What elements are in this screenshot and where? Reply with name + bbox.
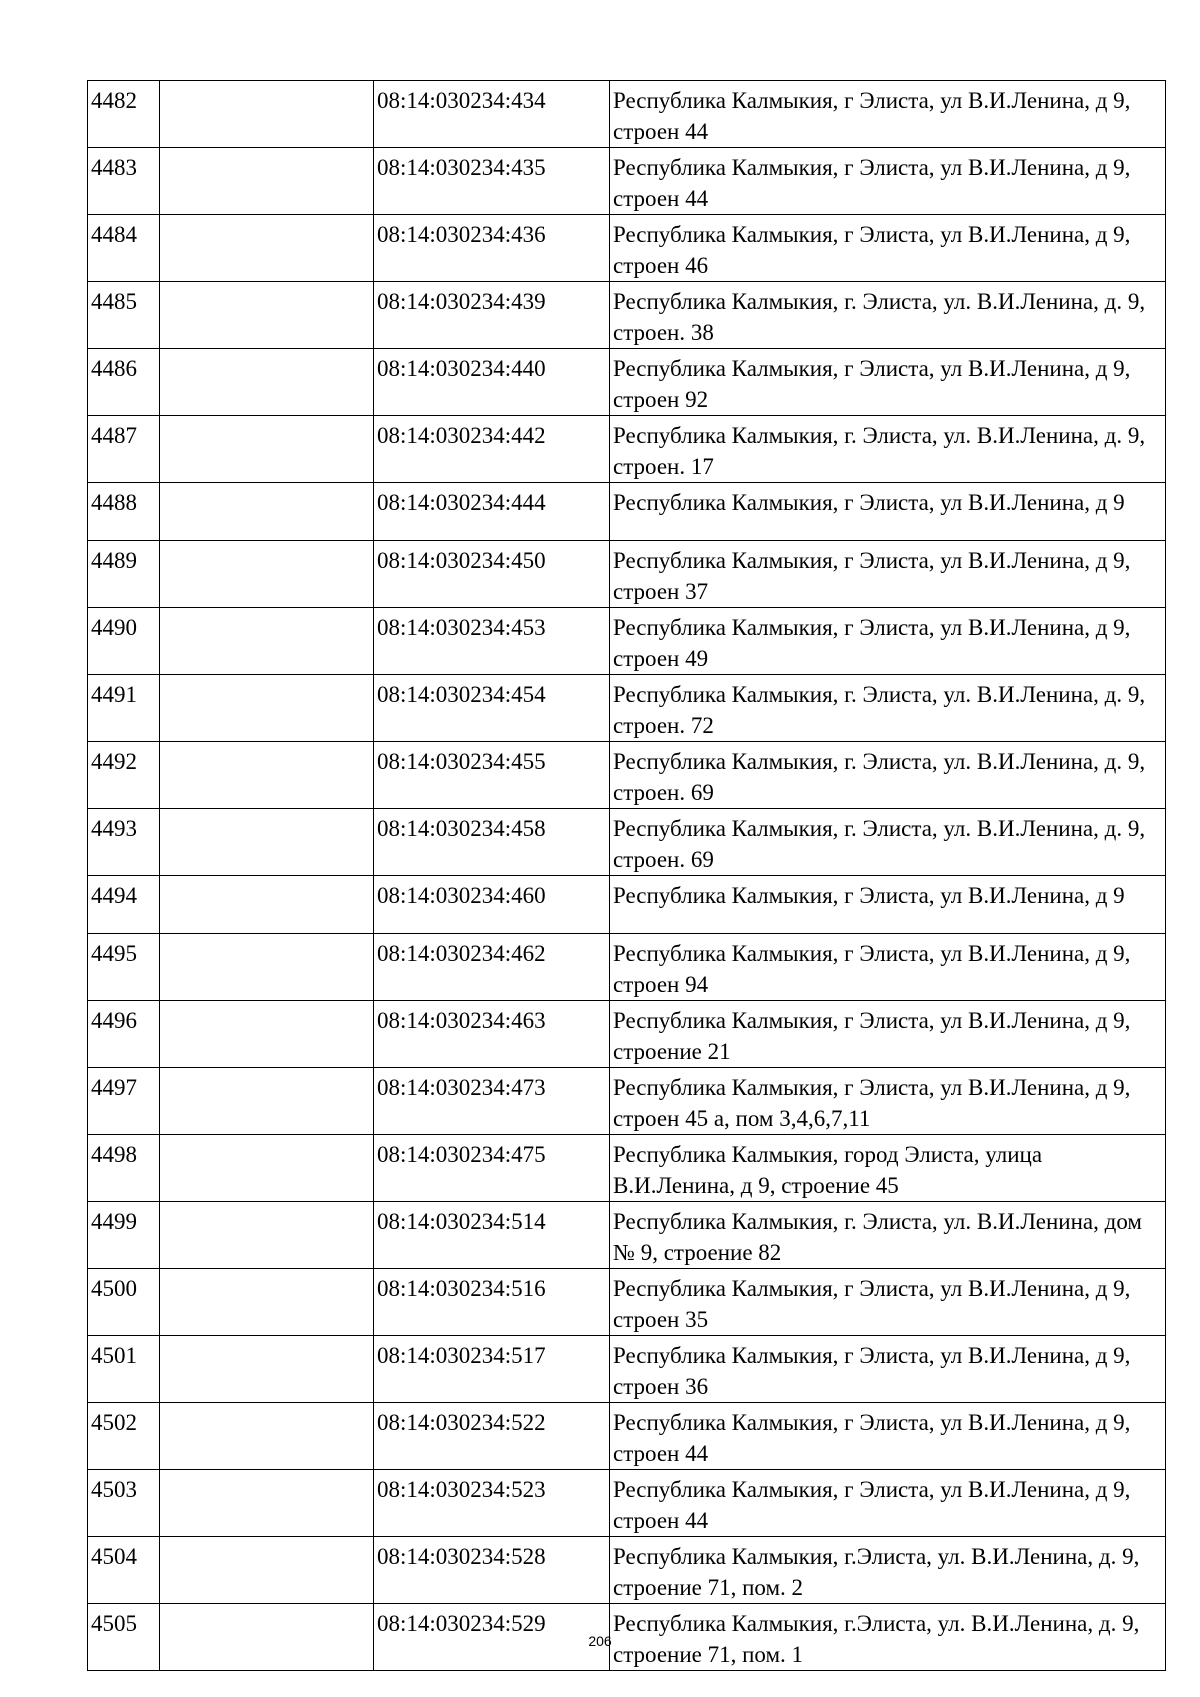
cadastral-number-cell: 08:14:030234:444: [374, 483, 610, 541]
row-number-cell: 4486: [88, 349, 160, 416]
table-row: [88, 675, 1166, 742]
row-number-cell: 4487: [88, 416, 160, 483]
table-row: [88, 1336, 1166, 1403]
row-number-cell: 4504: [88, 1537, 160, 1604]
row-number-cell: 4495: [88, 934, 160, 1001]
row-number-cell: 4491: [88, 675, 160, 742]
row-number-cell: 4500: [88, 1269, 160, 1336]
address-cell: Республика Калмыкия, г Элиста, ул В.И.Ленина, д 9, строен 46: [610, 215, 1166, 282]
cadastral-number-cell: 08:14:030234:439: [374, 282, 610, 349]
row-number-cell: 4492: [88, 742, 160, 809]
address-cell: Республика Калмыкия, г Элиста, ул В.И.Ленина, д 9, строен 44: [610, 148, 1166, 215]
row-number-cell: 4497: [88, 1068, 160, 1135]
empty-cell: [160, 215, 374, 282]
address-cell: Республика Калмыкия, г Элиста, ул В.И.Ленина, д 9, строен 49: [610, 608, 1166, 675]
cadastral-number-cell: 08:14:030234:434: [374, 81, 610, 148]
empty-cell: [160, 541, 374, 608]
cadastral-number-cell: 08:14:030234:436: [374, 215, 610, 282]
table-row: [88, 282, 1166, 349]
row-number-cell: 4493: [88, 809, 160, 876]
row-number-cell: 4494: [88, 876, 160, 934]
address-cell: Республика Калмыкия, г.Элиста, ул. В.И.Ленина, д. 9, строение 71, пом. 1: [610, 1604, 1166, 1671]
empty-cell: [160, 349, 374, 416]
empty-cell: [160, 483, 374, 541]
address-cell: Республика Калмыкия, г Элиста, ул В.И.Ленина, д 9, строен 35: [610, 1269, 1166, 1336]
empty-cell: [160, 282, 374, 349]
empty-cell: [160, 809, 374, 876]
cadastral-number-cell: 08:14:030234:442: [374, 416, 610, 483]
address-cell: Республика Калмыкия, г. Элиста, ул. В.И.Ленина, д. 9, строен. 17: [610, 416, 1166, 483]
address-cell: Республика Калмыкия, г Элиста, ул В.И.Ленина, д 9, строен 45 а, пом 3,4,6,7,11: [610, 1068, 1166, 1135]
address-cell: Республика Калмыкия, г. Элиста, ул. В.И.Ленина, д. 9, строен. 38: [610, 282, 1166, 349]
cadastral-number-cell: 08:14:030234:458: [374, 809, 610, 876]
cadastral-number-cell: 08:14:030234:463: [374, 1001, 610, 1068]
cadastral-number-cell: 08:14:030234:450: [374, 541, 610, 608]
cadastral-number-cell: 08:14:030234:516: [374, 1269, 610, 1336]
cadastral-number-cell: 08:14:030234:523: [374, 1470, 610, 1537]
cadastral-number-cell: 08:14:030234:440: [374, 349, 610, 416]
cadastral-number-cell: 08:14:030234:455: [374, 742, 610, 809]
address-cell: Республика Калмыкия, г Элиста, ул В.И.Ленина, д 9, строен 44: [610, 81, 1166, 148]
empty-cell: [160, 876, 374, 934]
empty-cell: [160, 1068, 374, 1135]
table-row: [88, 809, 1166, 876]
row-number-cell: 4503: [88, 1470, 160, 1537]
table-row: [88, 876, 1166, 934]
table-row: [88, 1403, 1166, 1470]
table-row: [88, 608, 1166, 675]
cadastral-number-cell: 08:14:030234:529: [374, 1604, 610, 1671]
table-row: [88, 1001, 1166, 1068]
row-number-cell: 4501: [88, 1336, 160, 1403]
table-row: [88, 1202, 1166, 1269]
table-row: [88, 1269, 1166, 1336]
address-cell: Республика Калмыкия, г. Элиста, ул. В.И.Ленина, д. 9, строен. 72: [610, 675, 1166, 742]
row-number-cell: 4484: [88, 215, 160, 282]
page-number: 206: [588, 1633, 612, 1649]
table-row: [88, 81, 1166, 148]
cadastral-number-cell: 08:14:030234:473: [374, 1068, 610, 1135]
cadastral-number-cell: 08:14:030234:460: [374, 876, 610, 934]
address-cell: Республика Калмыкия, г Элиста, ул В.И.Ленина, д 9: [610, 483, 1166, 541]
row-number-cell: 4483: [88, 148, 160, 215]
empty-cell: [160, 934, 374, 1001]
empty-cell: [160, 1269, 374, 1336]
table-row: [88, 215, 1166, 282]
empty-cell: [160, 742, 374, 809]
empty-cell: [160, 148, 374, 215]
empty-cell: [160, 1001, 374, 1068]
cadastral-number-cell: 08:14:030234:462: [374, 934, 610, 1001]
empty-cell: [160, 1403, 374, 1470]
table-row: [88, 483, 1166, 541]
row-number-cell: 4488: [88, 483, 160, 541]
address-cell: Республика Калмыкия, г Элиста, ул В.И.Ленина, д 9: [610, 876, 1166, 934]
address-cell: Республика Калмыкия, г Элиста, ул В.И.Ленина, д 9, строен 44: [610, 1470, 1166, 1537]
table-row: [88, 349, 1166, 416]
registry-table: [87, 80, 1166, 1671]
registry-table-body: [88, 81, 1166, 1671]
table-row: [88, 742, 1166, 809]
cadastral-number-cell: 08:14:030234:522: [374, 1403, 610, 1470]
address-cell: Республика Калмыкия, г Элиста, ул В.И.Ленина, д 9, строен 94: [610, 934, 1166, 1001]
table-row: [88, 1135, 1166, 1202]
table-row: [88, 1537, 1166, 1604]
empty-cell: [160, 675, 374, 742]
table-row: [88, 148, 1166, 215]
cadastral-number-cell: 08:14:030234:475: [374, 1135, 610, 1202]
row-number-cell: 4496: [88, 1001, 160, 1068]
empty-cell: [160, 608, 374, 675]
table-row: [88, 934, 1166, 1001]
address-cell: Республика Калмыкия, г Элиста, ул В.И.Ленина, д 9, строен 92: [610, 349, 1166, 416]
row-number-cell: 4499: [88, 1202, 160, 1269]
row-number-cell: 4489: [88, 541, 160, 608]
address-cell: Республика Калмыкия, г. Элиста, ул. В.И.Ленина, д. 9, строен. 69: [610, 742, 1166, 809]
address-cell: Республика Калмыкия, город Элиста, улица В.И.Ленина, д 9, строение 45: [610, 1135, 1166, 1202]
empty-cell: [160, 1336, 374, 1403]
address-cell: Республика Калмыкия, г. Элиста, ул. В.И.Ленина, д. 9, строен. 69: [610, 809, 1166, 876]
cadastral-number-cell: 08:14:030234:528: [374, 1537, 610, 1604]
table-row: [88, 416, 1166, 483]
row-number-cell: 4505: [88, 1604, 160, 1671]
address-cell: Республика Калмыкия, г Элиста, ул В.И.Ленина, д 9, строен 44: [610, 1403, 1166, 1470]
cadastral-number-cell: 08:14:030234:454: [374, 675, 610, 742]
empty-cell: [160, 81, 374, 148]
empty-cell: [160, 416, 374, 483]
cadastral-number-cell: 08:14:030234:517: [374, 1336, 610, 1403]
address-cell: Республика Калмыкия, г Элиста, ул В.И.Ленина, д 9, строен 36: [610, 1336, 1166, 1403]
row-number-cell: 4498: [88, 1135, 160, 1202]
address-cell: Республика Калмыкия, г. Элиста, ул. В.И.Ленина, дом № 9, строение 82: [610, 1202, 1166, 1269]
row-number-cell: 4490: [88, 608, 160, 675]
empty-cell: [160, 1135, 374, 1202]
cadastral-number-cell: 08:14:030234:453: [374, 608, 610, 675]
cadastral-number-cell: 08:14:030234:435: [374, 148, 610, 215]
address-cell: Республика Калмыкия, г.Элиста, ул. В.И.Ленина, д. 9, строение 71, пом. 2: [610, 1537, 1166, 1604]
row-number-cell: 4502: [88, 1403, 160, 1470]
table-row: [88, 1470, 1166, 1537]
table-row: [88, 541, 1166, 608]
row-number-cell: 4482: [88, 81, 160, 148]
address-cell: Республика Калмыкия, г Элиста, ул В.И.Ленина, д 9, строение 21: [610, 1001, 1166, 1068]
table-row: [88, 1068, 1166, 1135]
cadastral-number-cell: 08:14:030234:514: [374, 1202, 610, 1269]
address-cell: Республика Калмыкия, г Элиста, ул В.И.Ленина, д 9, строен 37: [610, 541, 1166, 608]
empty-cell: [160, 1202, 374, 1269]
empty-cell: [160, 1537, 374, 1604]
row-number-cell: 4485: [88, 282, 160, 349]
empty-cell: [160, 1470, 374, 1537]
